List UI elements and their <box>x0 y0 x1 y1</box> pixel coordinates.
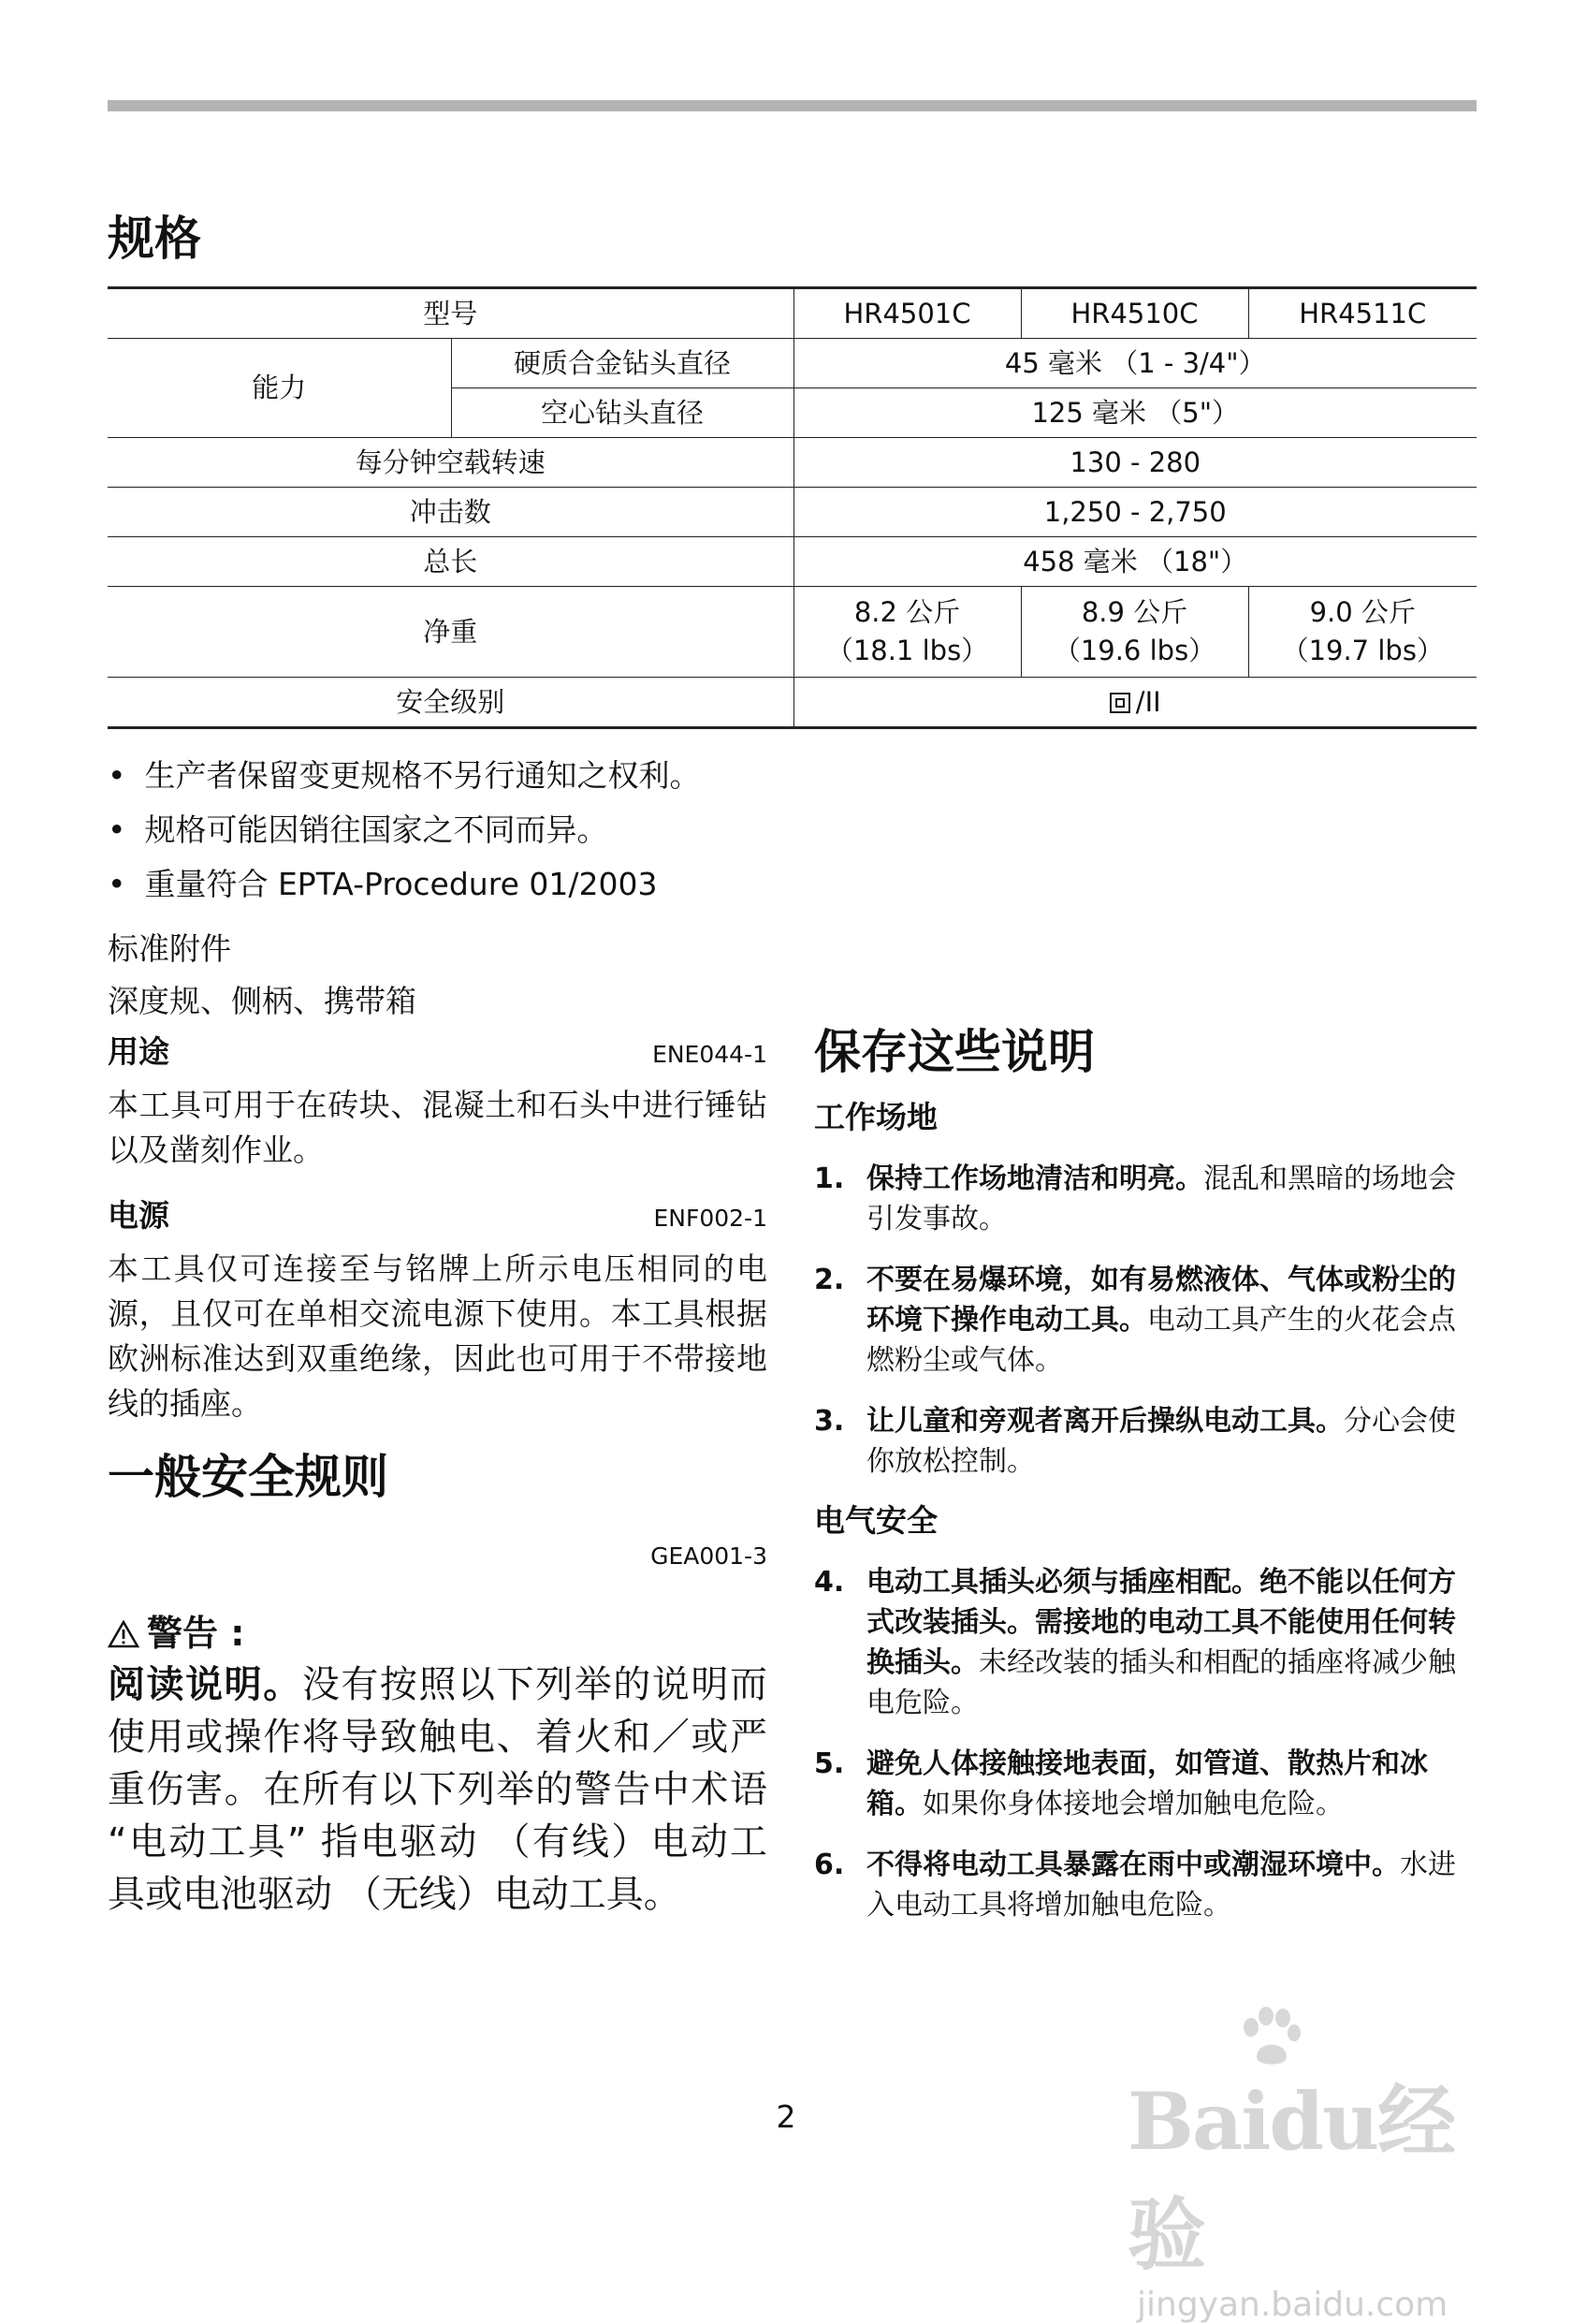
power-title: 电源 <box>108 1197 169 1234</box>
weight-lbs: （18.1 lbs） <box>825 635 989 666</box>
weight-lbs: （19.7 lbs） <box>1281 635 1444 666</box>
model-cell: HR4510C <box>1021 288 1248 339</box>
top-rule <box>108 100 1477 111</box>
warning-triangle-icon <box>108 1614 139 1659</box>
warning-bold: 阅读说明。 <box>108 1663 302 1706</box>
work-area-title: 工作场地 <box>814 1099 938 1135</box>
length-label: 总长 <box>108 537 793 587</box>
spec-table <box>108 286 1477 729</box>
list-item <box>814 1845 1477 1925</box>
item-text: 如果你身体接地会增加触电危险。 <box>923 1788 1344 1820</box>
item-bold: 让儿童和旁观者离开后操纵电动工具。 <box>866 1405 1344 1438</box>
model-label: 型号 <box>108 288 793 339</box>
spec-notes <box>108 753 700 916</box>
use-title: 用途 <box>108 1033 169 1070</box>
weight-lbs: （19.6 lbs） <box>1053 635 1216 666</box>
carbide-value: 45 毫米 （1 - 3/4"） <box>793 339 1477 388</box>
item-text: 混乱和黑暗的场地会引发事故。 <box>866 1162 1456 1235</box>
accessories-title: 标准附件 <box>108 930 231 967</box>
page-number: 2 <box>776 2098 796 2135</box>
item-bold: 电动工具插头必须与插座相配。绝不能以任何方式改装插头。需接地的电动工具不能使用任何转换插头。 <box>866 1566 1456 1679</box>
accessories-items: 深度规、侧柄、携带箱 <box>108 983 416 1019</box>
core-value: 125 毫米 （5"） <box>793 388 1477 438</box>
item-bold: 不得将电动工具暴露在雨中或潮湿环境中。 <box>866 1849 1400 1881</box>
save-title: 保存这些说明 <box>814 1025 1095 1079</box>
right-column <box>814 1025 1477 1946</box>
weight-cell <box>1248 587 1477 678</box>
list-item <box>814 1562 1477 1723</box>
electric-safety-title: 电气安全 <box>814 1502 938 1539</box>
safety-value: /II <box>1135 685 1161 718</box>
safety-label: 安全级别 <box>108 678 793 728</box>
warning-title-row <box>108 1611 767 1659</box>
weight-label: 净重 <box>108 587 793 678</box>
list-item <box>814 1159 1477 1239</box>
item-number: 1. <box>814 1162 845 1195</box>
general-code: GEA001-3 <box>650 1542 767 1570</box>
blows-value: 1,250 - 2,750 <box>793 488 1477 537</box>
capacity-label: 能力 <box>108 339 451 438</box>
table-row <box>108 587 1477 678</box>
double-insulation-icon <box>1110 693 1130 713</box>
spec-title: 规格 <box>108 212 201 266</box>
table-row <box>108 537 1477 587</box>
power-text: 本工具仅可连接至与铭牌上所示电压相同的电源，且仅可在单相交流电源下使用。本工具根据欧洲标准达到双重绝缘，因此也可用于不带接地线的插座。 <box>108 1250 767 1422</box>
blows-label: 冲击数 <box>108 488 793 537</box>
table-row <box>108 678 1477 728</box>
watermark-brand: Baidu经验 <box>1128 2075 1455 2281</box>
electric-safety-list <box>814 1562 1477 1925</box>
power-code: ENF002-1 <box>653 1205 767 1232</box>
list-item: • 生产者保留变更规格不另行通知之权利。 <box>108 753 700 808</box>
item-number: 4. <box>814 1566 845 1599</box>
item-text: 电动工具产生的火花会点燃粉尘或气体。 <box>866 1304 1456 1377</box>
table-row <box>108 339 1477 388</box>
length-value: 458 毫米 （18"） <box>793 537 1477 587</box>
item-number: 5. <box>814 1747 845 1780</box>
speed-label: 每分钟空载转速 <box>108 438 793 488</box>
use-header <box>108 1030 767 1077</box>
power-header <box>108 1193 767 1241</box>
table-row <box>108 488 1477 537</box>
item-text: 未经改装的插头和相配的插座将减少触电危险。 <box>866 1646 1456 1719</box>
list-item <box>814 1744 1477 1824</box>
model-cell: HR4501C <box>793 288 1021 339</box>
item-number: 6. <box>814 1849 845 1881</box>
weight-kg: 9.0 公斤 <box>1309 596 1416 629</box>
item-bold: 避免人体接触接地表面，如管道、散热片和冰箱。 <box>866 1747 1428 1820</box>
warning-title: 警告 : <box>147 1613 245 1654</box>
list-item <box>814 1260 1477 1381</box>
list-item: • 重量符合 EPTA-Procedure 01/2003 <box>108 862 700 916</box>
item-number: 3. <box>814 1405 845 1438</box>
watermark <box>1128 2022 1483 2324</box>
table-row <box>108 288 1477 339</box>
weight-cell <box>1021 587 1248 678</box>
left-column <box>108 1030 767 1921</box>
list-item: • 规格可能因销往国家之不同而异。 <box>108 808 700 862</box>
use-text: 本工具可用于在砖块、混凝土和石头中进行锤钻以及凿刻作业。 <box>108 1087 767 1168</box>
table-row <box>108 438 1477 488</box>
item-text: 分心会使你放松控制。 <box>866 1405 1456 1478</box>
warning-text <box>108 1659 767 1921</box>
item-text: 水进入电动工具将增加触电危险。 <box>866 1849 1456 1922</box>
work-area-list <box>814 1159 1477 1482</box>
item-number: 2. <box>814 1264 845 1296</box>
weight-kg: 8.9 公斤 <box>1081 596 1188 629</box>
list-item <box>814 1401 1477 1482</box>
carbide-label: 硬质合金钻头直径 <box>451 339 793 388</box>
item-bold: 保持工作场地清洁和明亮。 <box>866 1162 1203 1195</box>
safety-cell <box>793 678 1477 728</box>
use-code: ENE044-1 <box>652 1041 767 1068</box>
weight-cell <box>793 587 1021 678</box>
core-label: 空心钻头直径 <box>451 388 793 438</box>
model-cell: HR4511C <box>1248 288 1477 339</box>
weight-kg: 8.2 公斤 <box>853 596 961 629</box>
warning-body: 没有按照以下列举的说明而使用或操作将导致触电、着火和／或严重伤害。在所有以下列举的警告中术语 “电动工具” 指电驱动 （有线）电动工具或电池驱动 （无线）电动工具。 <box>108 1663 767 1916</box>
paw-icon <box>1238 2007 1303 2072</box>
item-bold: 不要在易爆环境，如有易燃液体、气体或粉尘的环境下操作电动工具。 <box>866 1264 1456 1337</box>
watermark-url: jingyan.baidu.com <box>1137 2286 1448 2324</box>
general-safety-title: 一般安全规则 <box>108 1450 388 1504</box>
speed-value: 130 - 280 <box>793 438 1477 488</box>
